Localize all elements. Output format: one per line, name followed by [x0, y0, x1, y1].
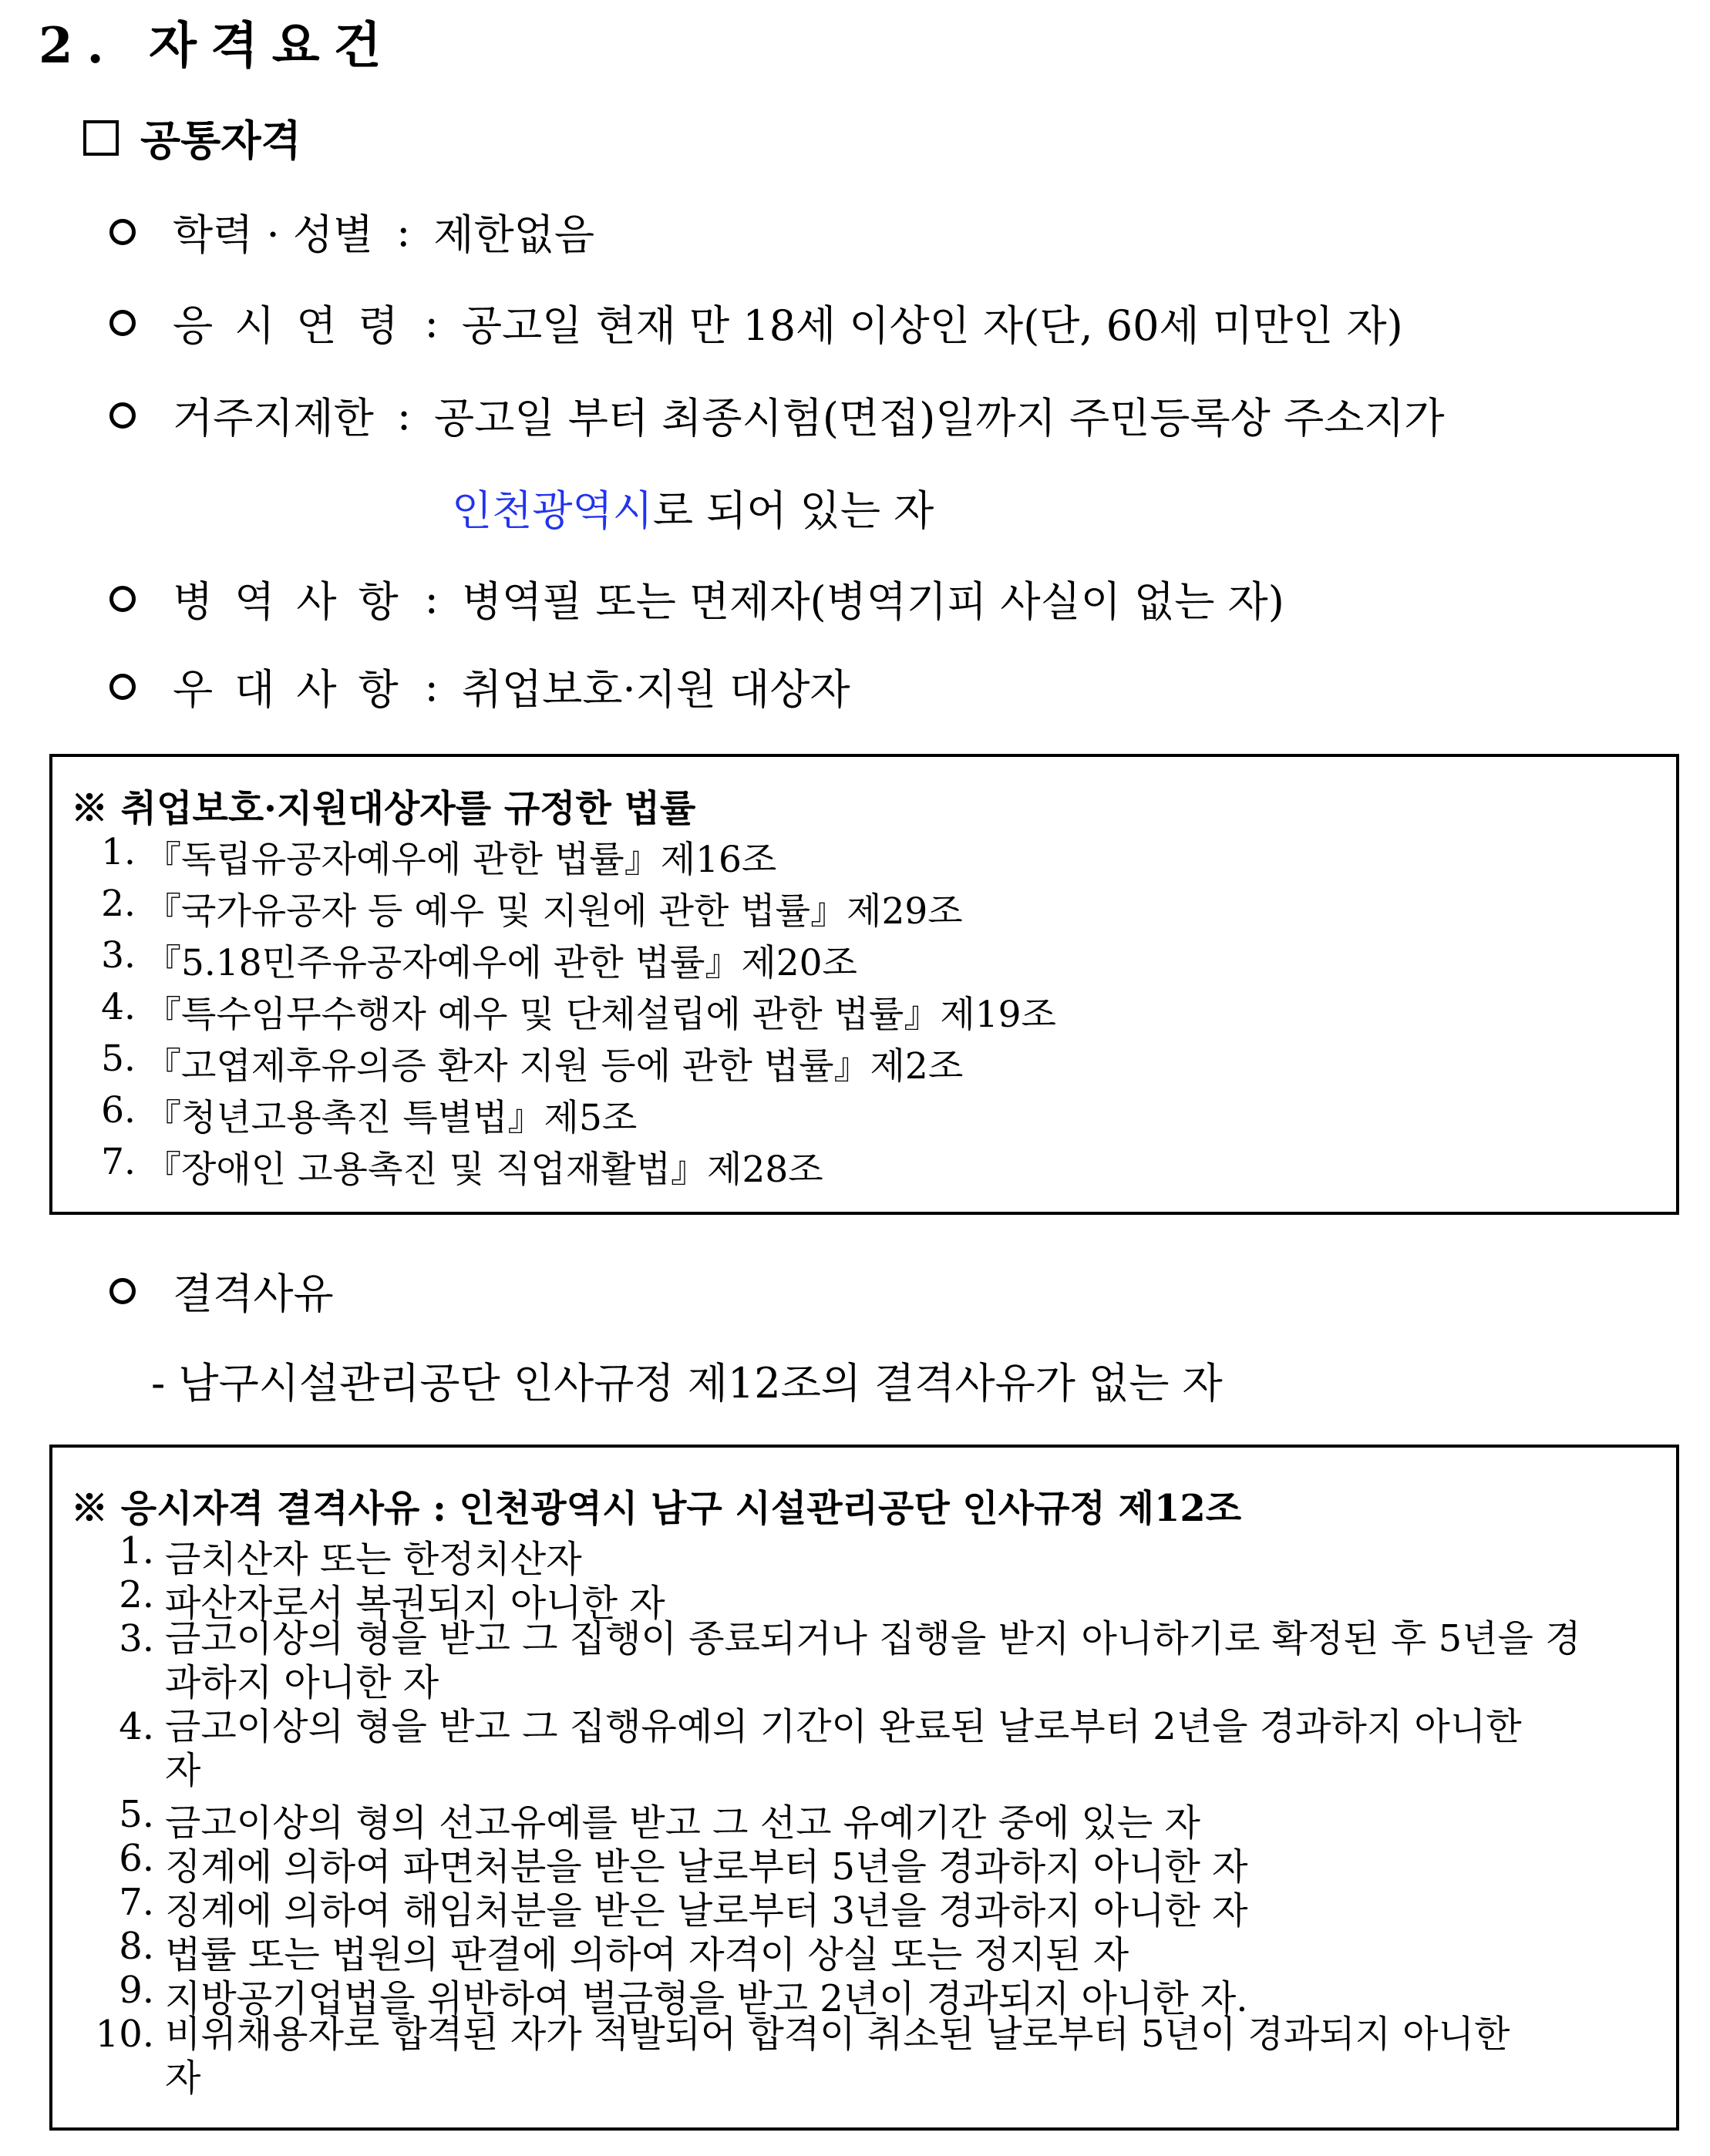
colon: : [396, 391, 412, 439]
requirement-value: 제한없음 [433, 210, 595, 259]
law-text: 『청년고용촉진 특별법』제5조 [145, 1097, 638, 1139]
law-number: 4. [101, 986, 136, 1028]
bullet-circle-icon [109, 219, 136, 245]
item-text: 금고이상의 형을 받고 그 집행유예의 기간이 완료된 날로부터 2년을 경과하지 아니한 자 [165, 1705, 1522, 1792]
checkbox-icon [83, 120, 119, 156]
requirement-residence [109, 385, 1445, 445]
requirement-label: 거주지제한 [173, 394, 374, 442]
requirement-education-gender [109, 202, 594, 261]
law-item [52, 1038, 963, 1089]
item-text: 금고이상의 형을 받고 그 집행이 종료되거나 집행을 받지 아니하기로 확정된 후 5년을 경과하지 아니한 자 [165, 1617, 1581, 1704]
law-text: 『국가유공자 등 예우 및 지원에 관한 법률』제29조 [145, 890, 963, 933]
item-number: 6. [119, 1837, 154, 1880]
disqualification-box-title: ※ 응시자격 결격사유 : 인천광역시 남구 시설관리공단 인사규정 제12조 [71, 1487, 1242, 1530]
law-number: 3. [101, 934, 136, 977]
law-number: 2. [101, 883, 136, 925]
item-number: 3. [119, 1617, 154, 1660]
item-number: 10. [95, 2013, 154, 2056]
bullet-circle-icon [109, 586, 136, 612]
law-number: 5. [101, 1038, 136, 1080]
requirement-label: 우대사항 [173, 665, 420, 714]
item-text: 지방공기업법을 위반하여 벌금형을 받고 2년이 경과되지 아니한 자. [165, 1977, 1248, 2020]
requirement-value: 병역필 또는 면제자(병역기피 사실이 없는 자) [461, 577, 1284, 626]
disqualification-detail: - 남구시설관리공단 인사규정 제12조의 결격사유가 없는 자 [151, 1359, 1223, 1408]
item-number: 1. [119, 1529, 154, 1572]
requirement-value: 공고일 부터 최종시험(면접)일까지 주민등록상 주소지가 [434, 394, 1445, 442]
item-text: 금고이상의 형의 선고유예를 받고 그 선고 유예기간 중에 있는 자 [165, 1801, 1200, 1845]
disqualification-box [49, 1445, 1679, 2131]
requirement-residence-line2 [452, 478, 934, 537]
requirement-value-rest: 로 되어 있는 자 [652, 486, 934, 535]
item-text: 비위채용자로 합격된 자가 적발되어 합격이 취소된 날로부터 5년이 경과되지 아니한 자 [165, 2013, 1510, 2100]
law-item [52, 986, 1056, 1038]
item-number: 9. [119, 1969, 154, 2012]
item-text: 징계에 의하여 파면처분을 받은 날로부터 5년을 경과하지 아니한 자 [165, 1845, 1248, 1889]
section-title: 2. 자격요건 [39, 17, 396, 75]
item-number: 7. [119, 1881, 154, 1924]
common-qualification-heading [83, 108, 301, 167]
law-text: 『특수임무수행자 예우 및 단체설립에 관한 법률』제19조 [145, 994, 1056, 1036]
bullet-circle-icon [109, 1278, 136, 1304]
item-number: 2. [119, 1573, 154, 1616]
law-number: 6. [101, 1089, 136, 1132]
disqualification-item [52, 2013, 1540, 2101]
item-text: 금치산자 또는 한정치산자 [165, 1538, 582, 1581]
law-text: 『독립유공자예우에 관한 법률』제16조 [145, 839, 777, 881]
requirement-label: 학력 · 성별 [173, 210, 374, 259]
item-number: 5. [119, 1793, 154, 1836]
laws-box [49, 754, 1679, 1215]
item-number: 4. [119, 1705, 154, 1748]
law-item [52, 934, 857, 986]
colon: : [424, 574, 439, 623]
colon: : [424, 662, 439, 711]
disqualification-item [52, 1617, 1610, 1705]
requirement-value: 공고일 현재 만 18세 이상인 자(단, 60세 미만인 자) [461, 301, 1403, 350]
requirement-age [109, 293, 1403, 352]
bullet-circle-icon [109, 402, 136, 429]
colon: : [396, 207, 411, 256]
law-text: 『고엽제후유의증 환자 지원 등에 관한 법률』제2조 [145, 1045, 964, 1088]
law-item [52, 883, 963, 934]
law-text: 『장애인 고용촉진 및 직업재활법』제28조 [145, 1149, 823, 1191]
requirement-military [109, 569, 1284, 628]
highlight-city: 인천광역시 [452, 486, 653, 535]
item-text: 법률 또는 법원의 판결에 의하여 자격이 상실 또는 정지된 자 [165, 1933, 1129, 1976]
item-number: 8. [119, 1925, 154, 1968]
requirement-value: 취업보호·지원 대상자 [461, 665, 850, 714]
bullet-circle-icon [109, 310, 136, 336]
law-item [52, 831, 776, 883]
requirement-label: 응시연령 [173, 301, 420, 350]
disqualification-item [52, 1705, 1556, 1793]
law-number: 1. [101, 831, 136, 873]
requirement-preference [109, 657, 850, 716]
common-qualification-title: 공통자격 [140, 116, 301, 165]
item-text: 징계에 의하여 해임처분을 받은 날로부터 3년을 경과하지 아니한 자 [165, 1889, 1248, 1932]
law-item [52, 1141, 823, 1192]
law-item [52, 1089, 637, 1141]
laws-box-title: ※ 취업보호·지원대상자를 규정한 법률 [71, 787, 696, 830]
law-text: 『5.18민주유공자예우에 관한 법률』제20조 [145, 942, 857, 984]
bullet-circle-icon [109, 674, 136, 700]
disqualification-heading [109, 1261, 334, 1320]
law-number: 7. [101, 1141, 136, 1183]
colon: : [424, 298, 439, 347]
item-text: 파산자로서 복권되지 아니한 자 [165, 1582, 665, 1625]
disqualification-label: 결격사유 [173, 1270, 334, 1318]
requirement-label: 병역사항 [173, 577, 420, 626]
